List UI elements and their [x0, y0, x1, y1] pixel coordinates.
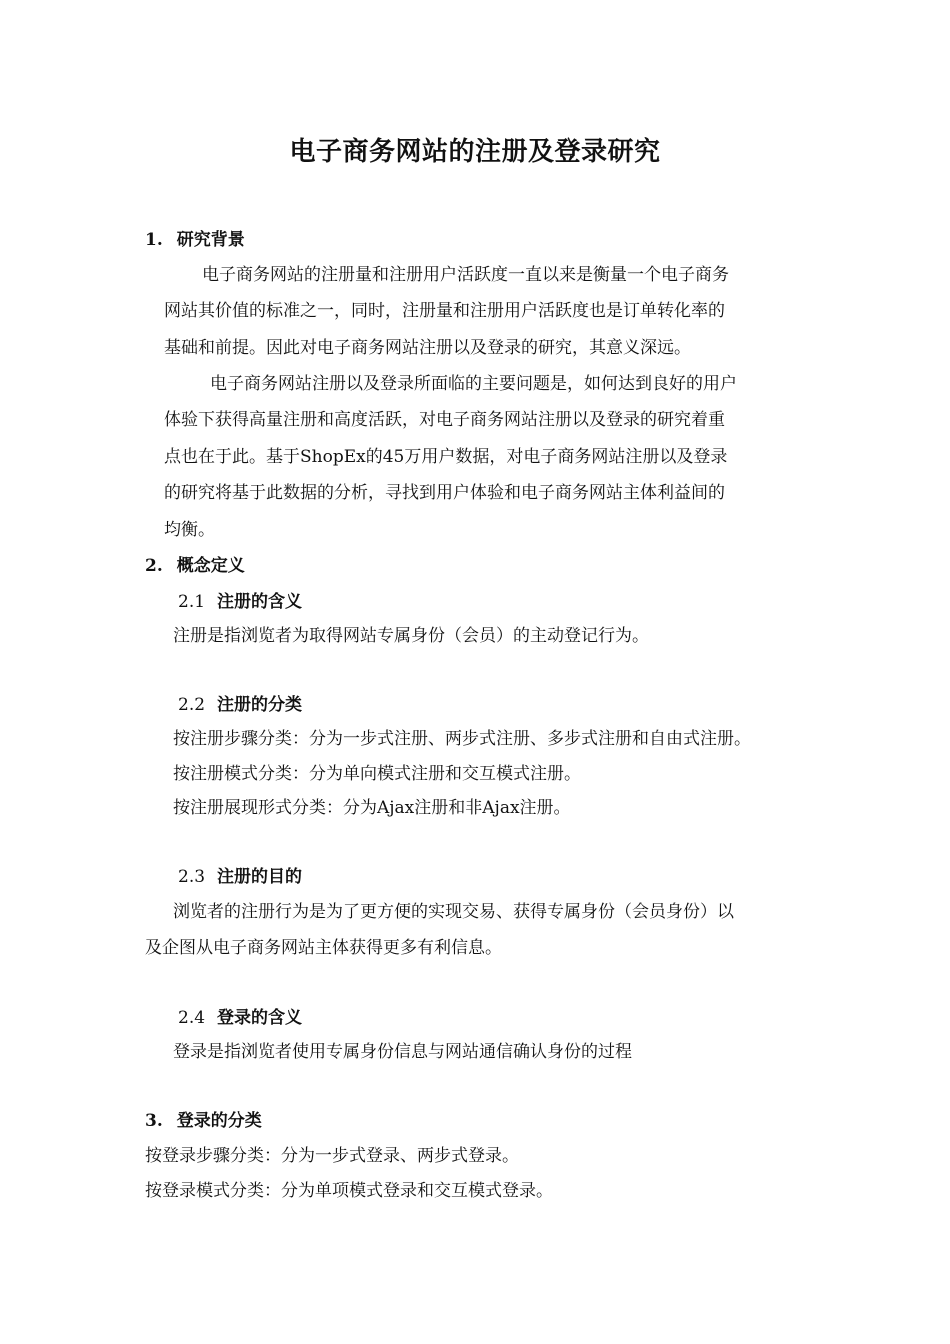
paragraph-line: 按登录步骤分类：分为一步式登录、两步式登录。: [145, 1146, 519, 1166]
paragraph-line: 电子商务网站的注册量和注册用户活跃度一直以来是衡量一个电子商务: [202, 265, 729, 285]
paragraph-line: 的研究将基于此数据的分析，寻找到用户体验和电子商务网站主体利益间的: [164, 483, 725, 503]
paragraph-line: 浏览者的注册行为是为了更方便的实现交易、获得专属身份（会员身份）以: [173, 902, 734, 922]
subsection-number: 2.2: [178, 695, 206, 715]
subsection-title: 注册的分类: [217, 695, 303, 715]
subsection-number: 2.3: [178, 867, 206, 887]
page-title: 电子商务网站的注册及登录研究: [289, 137, 661, 167]
subsection-title: 登录的含义: [217, 1008, 303, 1028]
paragraph-line: 按登录模式分类：分为单项模式登录和交互模式登录。: [145, 1181, 553, 1201]
section-heading-1: [145, 228, 245, 252]
paragraph-line: 按注册模式分类：分为单向模式注册和交互模式注册。: [173, 764, 581, 784]
subsection-heading-2-3: [178, 865, 302, 889]
subsection-number: 2.1: [178, 592, 206, 612]
section-heading-2: [145, 554, 245, 578]
subsection-title: 注册的含义: [217, 592, 303, 612]
section-number: 3.: [145, 1111, 163, 1131]
subsection-heading-2-4: [178, 1006, 302, 1030]
section-number: 1.: [145, 230, 163, 250]
section-number: 2.: [145, 556, 163, 576]
section-title: 研究背景: [176, 230, 245, 250]
paragraph-line: 体验下获得高量注册和高度活跃，对电子商务网站注册以及登录的研究着重: [164, 410, 725, 430]
paragraph-line: 电子商务网站注册以及登录所面临的主要问题是，如何达到良好的用户: [210, 374, 737, 394]
paragraph-line: 点也在于此。基于ShopEx的45万用户数据，对电子商务网站注册以及登录: [164, 447, 728, 467]
section-heading-3: [145, 1109, 262, 1133]
paragraph-line: 均衡。: [164, 520, 215, 540]
paragraph-line: 注册是指浏览者为取得网站专属身份（会员）的主动登记行为。: [173, 626, 649, 646]
subsection-heading-2-1: [178, 590, 302, 614]
subsection-number: 2.4: [178, 1008, 206, 1028]
subsection-heading-2-2: [178, 693, 302, 717]
paragraph-line: 基础和前提。因此对电子商务网站注册以及登录的研究，其意义深远。: [164, 338, 691, 358]
section-title: 登录的分类: [176, 1111, 262, 1131]
paragraph-line: 及企图从电子商务网站主体获得更多有利信息。: [145, 938, 502, 958]
subsection-title: 注册的目的: [217, 867, 303, 887]
paragraph-line: 网站其价值的标准之一，同时，注册量和注册用户活跃度也是订单转化率的: [164, 301, 725, 321]
paragraph-line: 按注册步骤分类：分为一步式注册、两步式注册、多步式注册和自由式注册。: [173, 729, 751, 749]
paragraph-line: 登录是指浏览者使用专属身份信息与网站通信确认身份的过程: [173, 1042, 632, 1062]
section-title: 概念定义: [176, 556, 245, 576]
paragraph-line: 按注册展现形式分类：分为Ajax注册和非Ajax注册。: [173, 798, 571, 818]
